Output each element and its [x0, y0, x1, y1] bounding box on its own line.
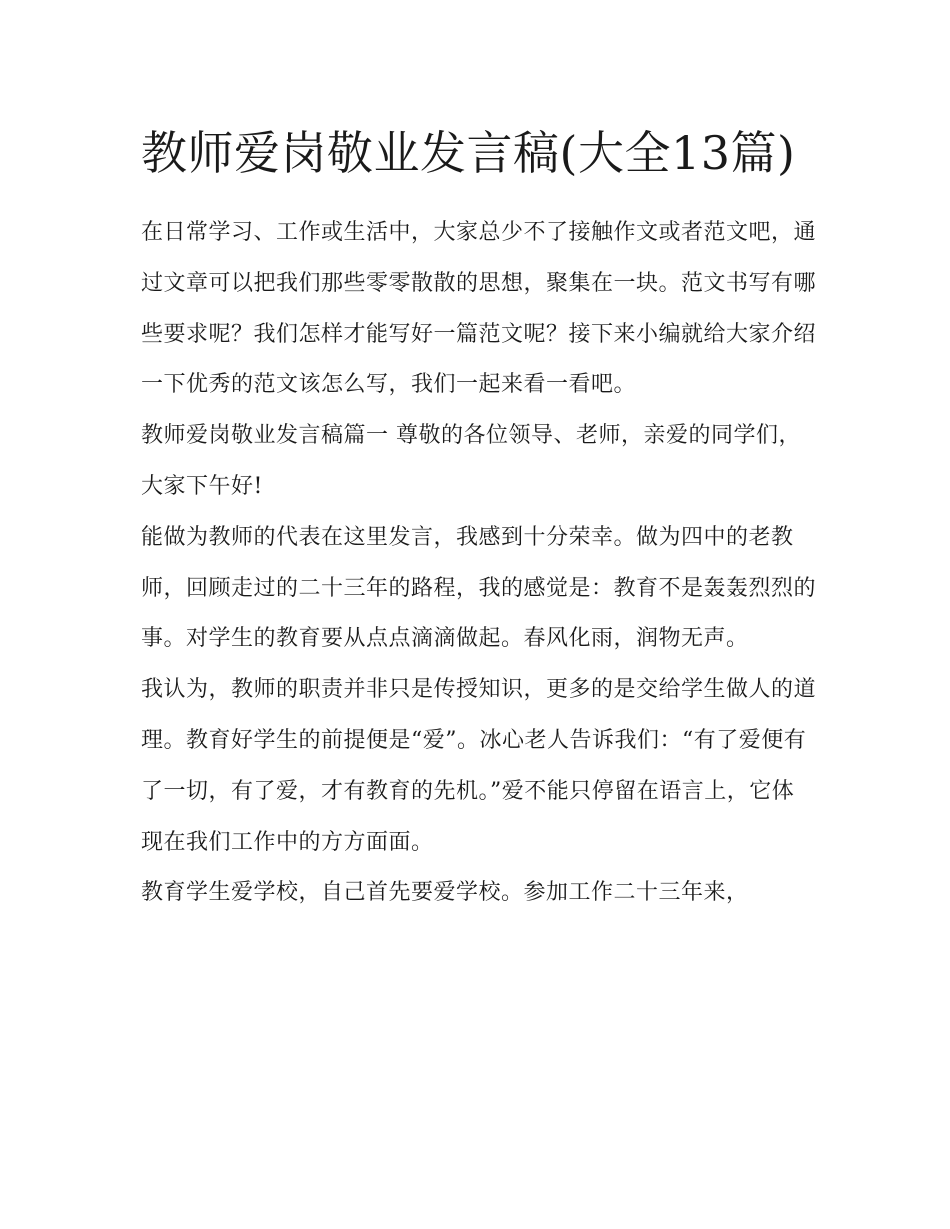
document-content [141, 112, 816, 919]
paragraph-intro: 在日常学习、工作或生活中，大家总少不了接触作文或者范文吧，通过文章可以把我们那些零零散散的思想，聚集在一块。范文书写有哪些要求呢？我们怎样才能写好一篇范文呢？接下来小编就给大家介绍一下优秀的范文该怎么写，我们一起来看一看吧。 [141, 220, 817, 398]
document-title: 教师爱岗敬业发言稿(大全13篇) [141, 126, 796, 180]
paragraph-duty: 我认为，教师的职责并非只是传授知识，更多的是交给学生做人的道理。教育好学生的前提便是“爱”。冰心老人告诉我们：“有了爱便有了一切，有了爱，才有教育的先机。”爱不能只停留在语言上，它体现在我们工作中的方方面面。 [141, 677, 817, 855]
document-body [141, 208, 816, 919]
paragraph-honor: 能做为教师的代表在这里发言，我感到十分荣幸。做为四中的老教师，回顾走过的二十三年的路程，我的感觉是：教育不是轰轰烈烈的事。对学生的教育要从点点滴滴做起。春风化雨，润物无声。 [141, 524, 817, 652]
paragraph-love-school: 教育学生爱学校，自己首先要爱学校。参加工作二十三年来， [141, 880, 749, 906]
paragraph-greeting: 教师爱岗敬业发言稿篇一 尊敬的各位领导、老师，亲爱的同学们，大家下午好! [141, 423, 801, 499]
